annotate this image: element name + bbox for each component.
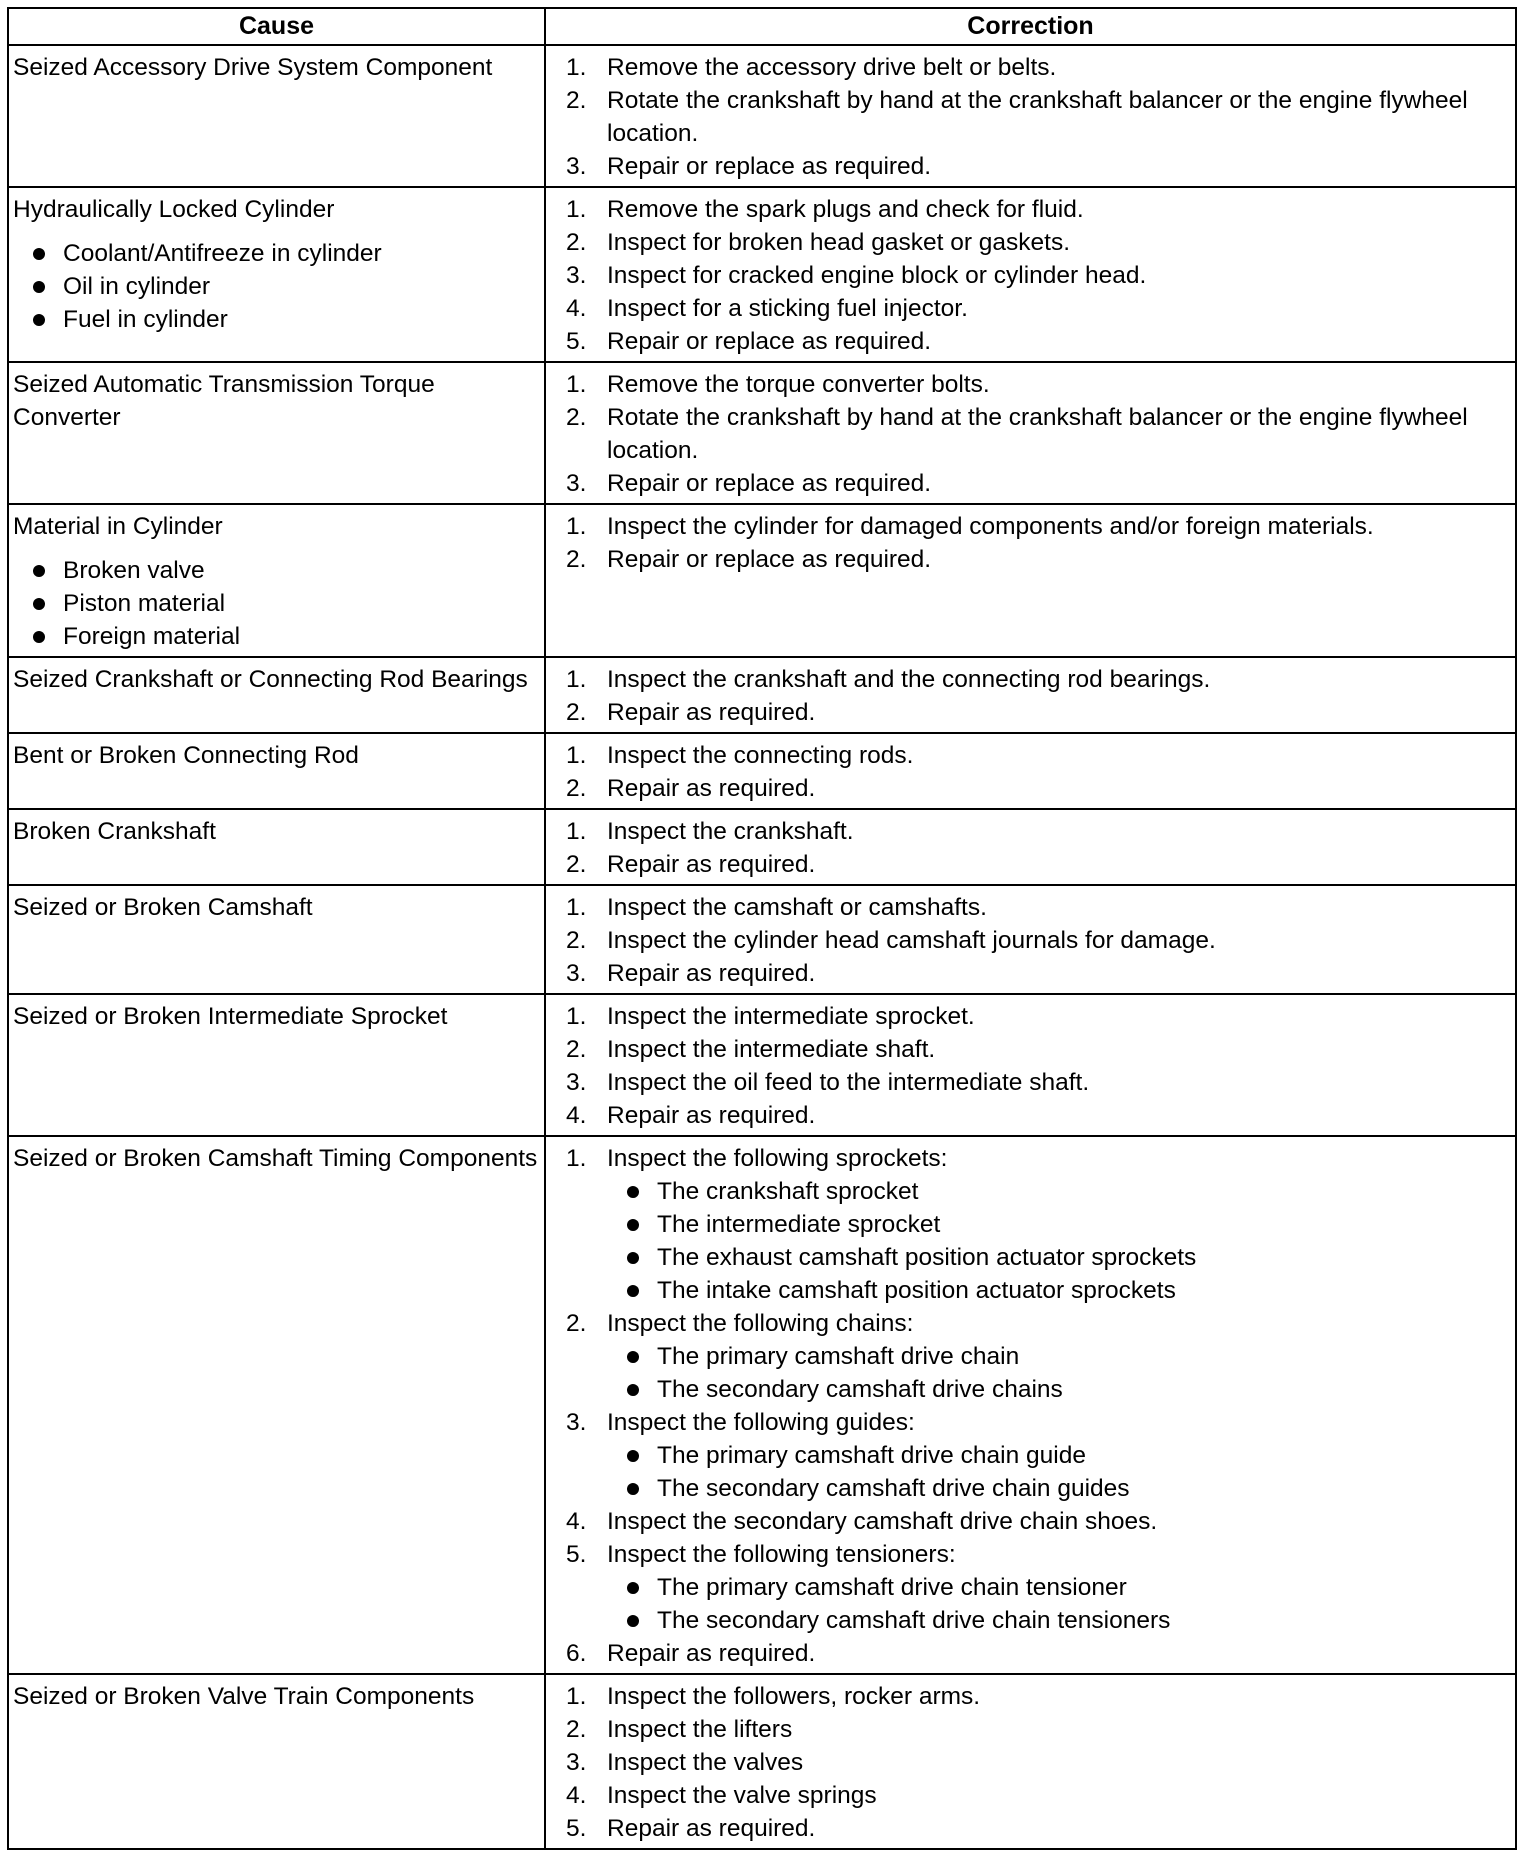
bullet-icon — [627, 1252, 639, 1264]
correction-step — [566, 772, 1511, 805]
correction-column-header: Correction — [545, 8, 1516, 45]
cause-text: Seized or Broken Camshaft Timing Components — [13, 1145, 538, 1172]
step-bullet-item — [607, 1208, 1511, 1241]
cause-bullet-item — [13, 303, 540, 336]
correction-step — [566, 325, 1511, 358]
step-number: 5. — [566, 1815, 587, 1842]
step-text: Inspect the secondary camshaft drive chain shoes. — [607, 1508, 1158, 1535]
step-text: Remove the spark plugs and check for fluid. — [607, 196, 1084, 223]
table-row — [8, 885, 1516, 994]
step-text: Repair or replace as required. — [607, 153, 932, 180]
cause-bullet-item — [13, 587, 540, 620]
step-text: Inspect the following guides: — [607, 1409, 915, 1436]
table-row — [8, 1674, 1516, 1849]
cause-bullet-list — [13, 237, 540, 336]
step-text: Inspect for broken head gasket or gaskets. — [607, 229, 1071, 256]
step-number: 4. — [566, 295, 587, 322]
cause-bullet-text: Piston material — [63, 590, 226, 617]
step-bullet-text: The secondary camshaft drive chains — [657, 1376, 1063, 1403]
cause-bullet-text: Oil in cylinder — [63, 273, 211, 300]
step-bullet-item — [607, 1571, 1511, 1604]
step-text: Inspect the followers, rocker arms. — [607, 1683, 981, 1710]
correction-steps — [550, 193, 1511, 358]
correction-step — [566, 1538, 1511, 1637]
step-text: Repair as required. — [607, 775, 816, 802]
step-number: 2. — [566, 699, 587, 726]
document-page — [7, 7, 1515, 1850]
step-number: 1. — [566, 196, 587, 223]
step-text: Inspect the oil feed to the intermediate shaft. — [607, 1069, 1090, 1096]
correction-cell — [545, 1674, 1516, 1849]
cause-cell — [8, 994, 545, 1136]
step-bullet-text: The secondary camshaft drive chain guides — [657, 1475, 1130, 1502]
step-bullet-list — [607, 1439, 1511, 1505]
step-text: Repair as required. — [607, 960, 816, 987]
step-number: 2. — [566, 851, 587, 878]
step-text: Inspect the valve springs — [607, 1782, 877, 1809]
step-number: 1. — [566, 1145, 587, 1172]
step-bullet-list — [607, 1571, 1511, 1637]
correction-step — [566, 543, 1511, 576]
correction-step — [566, 924, 1511, 957]
correction-step — [566, 368, 1511, 401]
table-row — [8, 733, 1516, 809]
step-text: Inspect the following chains: — [607, 1310, 914, 1337]
table-row — [8, 1136, 1516, 1674]
step-number: 2. — [566, 87, 587, 114]
correction-step — [566, 848, 1511, 881]
step-text: Inspect the cylinder head camshaft journals for damage. — [607, 927, 1216, 954]
correction-cell — [545, 1136, 1516, 1674]
step-number: 2. — [566, 546, 587, 573]
step-text: Inspect the connecting rods. — [607, 742, 914, 769]
step-number: 4. — [566, 1508, 587, 1535]
cause-text: Seized Crankshaft or Connecting Rod Bearings — [13, 666, 528, 693]
cause-bullet-text: Foreign material — [63, 623, 241, 650]
step-text: Inspect the intermediate sprocket. — [607, 1003, 975, 1030]
step-bullet-text: The secondary camshaft drive chain tensioners — [657, 1607, 1171, 1634]
cause-bullet-text: Broken valve — [63, 557, 205, 584]
step-bullet-text: The primary camshaft drive chain guide — [657, 1442, 1086, 1469]
table-row — [8, 657, 1516, 733]
bullet-icon — [627, 1483, 639, 1495]
step-bullet-item — [607, 1274, 1511, 1307]
correction-steps — [550, 368, 1511, 500]
step-number: 1. — [566, 1003, 587, 1030]
correction-steps — [550, 663, 1511, 729]
step-text: Repair as required. — [607, 1102, 816, 1129]
step-number: 4. — [566, 1782, 587, 1809]
step-text: Repair or replace as required. — [607, 546, 932, 573]
cause-text: Material in Cylinder — [13, 513, 223, 540]
correction-step — [566, 891, 1511, 924]
cause-cell — [8, 809, 545, 885]
correction-step — [566, 226, 1511, 259]
step-number: 6. — [566, 1640, 587, 1667]
step-text: Inspect the camshaft or camshafts. — [607, 894, 987, 921]
correction-step — [566, 815, 1511, 848]
correction-step — [566, 259, 1511, 292]
step-text: Repair as required. — [607, 1640, 816, 1667]
step-bullet-item — [607, 1604, 1511, 1637]
table-row — [8, 809, 1516, 885]
step-number: 1. — [566, 818, 587, 845]
correction-step — [566, 1637, 1511, 1670]
step-bullet-list — [607, 1340, 1511, 1406]
correction-steps — [550, 1142, 1511, 1670]
cause-text: Seized Accessory Drive System Component — [13, 54, 493, 81]
step-text: Repair as required. — [607, 1815, 816, 1842]
correction-cell — [545, 362, 1516, 504]
step-text: Inspect the cylinder for damaged components and/or foreign materials. — [607, 513, 1374, 540]
step-number: 2. — [566, 229, 587, 256]
step-text: Repair as required. — [607, 699, 816, 726]
cause-bullet-text: Fuel in cylinder — [63, 306, 228, 333]
correction-step — [566, 510, 1511, 543]
cause-cell — [8, 504, 545, 657]
step-bullet-text: The crankshaft sprocket — [657, 1178, 919, 1205]
step-text: Inspect the valves — [607, 1749, 804, 1776]
table-header-row — [8, 8, 1516, 45]
step-bullet-text: The intake camshaft position actuator sprockets — [657, 1277, 1176, 1304]
correction-step — [566, 1680, 1511, 1713]
cause-cell — [8, 657, 545, 733]
bullet-icon — [627, 1615, 639, 1627]
step-number: 2. — [566, 1310, 587, 1337]
cause-bullet-list — [13, 554, 540, 653]
step-text: Repair or replace as required. — [607, 328, 932, 355]
correction-step — [566, 1142, 1511, 1307]
correction-step — [566, 1713, 1511, 1746]
correction-cell — [545, 504, 1516, 657]
correction-cell — [545, 733, 1516, 809]
cause-bullet-item — [13, 554, 540, 587]
table-row — [8, 994, 1516, 1136]
step-number: 3. — [566, 1749, 587, 1776]
correction-step — [566, 51, 1511, 84]
step-number: 4. — [566, 1102, 587, 1129]
step-bullet-text: The primary camshaft drive chain tensioner — [657, 1574, 1127, 1601]
cause-bullet-item — [13, 620, 540, 653]
bullet-icon — [627, 1450, 639, 1462]
cause-bullet-item — [13, 237, 540, 270]
step-text: Remove the accessory drive belt or belts. — [607, 54, 1057, 81]
table-row — [8, 45, 1516, 187]
correction-step — [566, 739, 1511, 772]
bullet-icon — [627, 1186, 639, 1198]
step-text: Rotate the crankshaft by hand at the crankshaft balancer or the engine flywheel location. — [607, 87, 1468, 147]
step-bullet-item — [607, 1439, 1511, 1472]
step-number: 3. — [566, 1069, 587, 1096]
step-number: 2. — [566, 404, 587, 431]
correction-step — [566, 1307, 1511, 1406]
diagnostic-table — [7, 7, 1517, 1850]
step-number: 5. — [566, 1541, 587, 1568]
correction-step — [566, 1033, 1511, 1066]
correction-cell — [545, 45, 1516, 187]
bullet-icon — [627, 1384, 639, 1396]
bullet-icon — [627, 1285, 639, 1297]
correction-cell — [545, 994, 1516, 1136]
correction-step — [566, 663, 1511, 696]
correction-step — [566, 84, 1511, 150]
correction-step — [566, 1099, 1511, 1132]
table-row — [8, 504, 1516, 657]
bullet-icon — [33, 281, 45, 293]
correction-cell — [545, 187, 1516, 362]
cause-cell — [8, 362, 545, 504]
cause-text: Bent or Broken Connecting Rod — [13, 742, 359, 769]
step-number: 1. — [566, 54, 587, 81]
correction-step — [566, 696, 1511, 729]
correction-cell — [545, 885, 1516, 994]
bullet-icon — [627, 1582, 639, 1594]
step-number: 2. — [566, 1036, 587, 1063]
bullet-icon — [33, 631, 45, 643]
table-row — [8, 362, 1516, 504]
correction-steps — [550, 891, 1511, 990]
table-body — [8, 45, 1516, 1849]
cause-column-header: Cause — [8, 8, 545, 45]
cause-cell — [8, 1136, 545, 1674]
cause-bullet-text: Coolant/Antifreeze in cylinder — [63, 240, 382, 267]
step-text: Inspect the intermediate shaft. — [607, 1036, 936, 1063]
bullet-icon — [33, 248, 45, 260]
cause-cell — [8, 187, 545, 362]
correction-steps — [550, 510, 1511, 576]
step-text: Rotate the crankshaft by hand at the crankshaft balancer or the engine flywheel location. — [607, 404, 1468, 464]
step-bullet-text: The intermediate sprocket — [657, 1211, 941, 1238]
bullet-icon — [627, 1219, 639, 1231]
step-number: 3. — [566, 1409, 587, 1436]
step-number: 5. — [566, 328, 587, 355]
step-number: 1. — [566, 1683, 587, 1710]
step-text: Inspect the lifters — [607, 1716, 793, 1743]
correction-step — [566, 1505, 1511, 1538]
bullet-icon — [33, 565, 45, 577]
correction-step — [566, 1812, 1511, 1845]
table-row — [8, 187, 1516, 362]
cause-cell — [8, 885, 545, 994]
step-number: 2. — [566, 775, 587, 802]
step-text: Inspect the following tensioners: — [607, 1541, 956, 1568]
correction-steps — [550, 1000, 1511, 1132]
step-number: 2. — [566, 1716, 587, 1743]
correction-cell — [545, 657, 1516, 733]
correction-step — [566, 1066, 1511, 1099]
correction-step — [566, 193, 1511, 226]
step-bullet-list — [607, 1175, 1511, 1307]
correction-steps — [550, 1680, 1511, 1845]
correction-step — [566, 467, 1511, 500]
correction-step — [566, 1406, 1511, 1505]
correction-step — [566, 957, 1511, 990]
step-bullet-item — [607, 1472, 1511, 1505]
step-bullet-item — [607, 1340, 1511, 1373]
correction-step — [566, 1000, 1511, 1033]
bullet-icon — [33, 598, 45, 610]
cause-bullet-item — [13, 270, 540, 303]
step-text: Repair or replace as required. — [607, 470, 932, 497]
cause-cell — [8, 1674, 545, 1849]
step-number: 1. — [566, 894, 587, 921]
cause-text: Broken Crankshaft — [13, 818, 216, 845]
step-number: 1. — [566, 371, 587, 398]
cause-text: Seized or Broken Camshaft — [13, 894, 313, 921]
correction-step — [566, 1779, 1511, 1812]
cause-cell — [8, 733, 545, 809]
cause-text: Seized or Broken Valve Train Components — [13, 1683, 475, 1710]
step-text: Repair as required. — [607, 851, 816, 878]
correction-step — [566, 1746, 1511, 1779]
step-number: 3. — [566, 262, 587, 289]
step-number: 1. — [566, 666, 587, 693]
step-bullet-text: The primary camshaft drive chain — [657, 1343, 1020, 1370]
step-text: Inspect for cracked engine block or cylinder head. — [607, 262, 1147, 289]
step-bullet-item — [607, 1175, 1511, 1208]
step-bullet-text: The exhaust camshaft position actuator sprockets — [657, 1244, 1197, 1271]
correction-steps — [550, 739, 1511, 805]
step-bullet-item — [607, 1241, 1511, 1274]
step-number: 3. — [566, 960, 587, 987]
correction-step — [566, 292, 1511, 325]
bullet-icon — [33, 314, 45, 326]
step-text: Inspect the crankshaft. — [607, 818, 854, 845]
correction-step — [566, 401, 1511, 467]
step-text: Inspect the following sprockets: — [607, 1145, 948, 1172]
correction-step — [566, 150, 1511, 183]
step-number: 3. — [566, 470, 587, 497]
step-text: Inspect the crankshaft and the connecting rod bearings. — [607, 666, 1211, 693]
step-text: Inspect for a sticking fuel injector. — [607, 295, 968, 322]
step-bullet-item — [607, 1373, 1511, 1406]
step-text: Remove the torque converter bolts. — [607, 371, 990, 398]
step-number: 3. — [566, 153, 587, 180]
cause-text: Hydraulically Locked Cylinder — [13, 196, 335, 223]
cause-text: Seized Automatic Transmission Torque Converter — [13, 371, 435, 431]
cause-cell — [8, 45, 545, 187]
bullet-icon — [627, 1351, 639, 1363]
step-number: 1. — [566, 742, 587, 769]
step-number: 1. — [566, 513, 587, 540]
step-number: 2. — [566, 927, 587, 954]
correction-steps — [550, 51, 1511, 183]
correction-steps — [550, 815, 1511, 881]
cause-text: Seized or Broken Intermediate Sprocket — [13, 1003, 448, 1030]
correction-cell — [545, 809, 1516, 885]
